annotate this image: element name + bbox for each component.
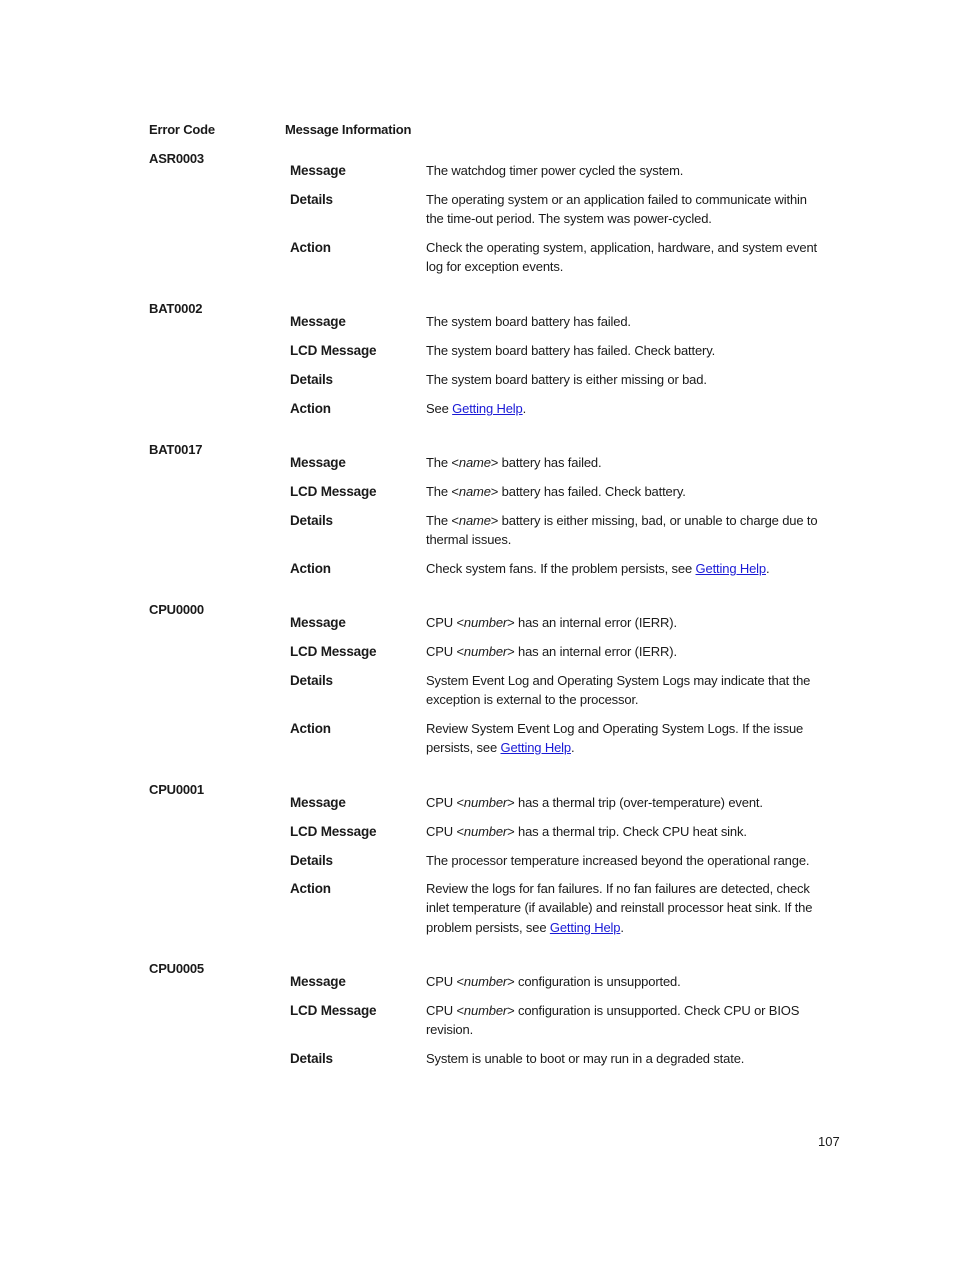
row-value: System Event Log and Operating System Logs may indicate that the bbox=[426, 673, 811, 688]
error-code-cpu0001: CPU0001 bbox=[149, 782, 204, 797]
row-value: problem persists, see Getting Help. bbox=[426, 920, 624, 935]
row-label: Action bbox=[290, 401, 331, 416]
row-label: Message bbox=[290, 314, 346, 329]
row-value: The <name> battery has failed. Check battery. bbox=[426, 484, 686, 499]
row-value: revision. bbox=[426, 1022, 474, 1037]
getting-help-link[interactable]: Getting Help bbox=[549, 920, 621, 935]
row-value: CPU <number> configuration is unsupported. bbox=[426, 974, 681, 989]
row-label: Message bbox=[290, 615, 346, 630]
row-value: The system board battery has failed. bbox=[426, 314, 631, 329]
error-code-bat0002: BAT0002 bbox=[149, 301, 203, 316]
row-label: Message bbox=[290, 795, 346, 810]
column-header-message-information: Message Information bbox=[285, 122, 412, 137]
row-label: Message bbox=[290, 455, 346, 470]
row-value: Review System Event Log and Operating System Logs. If the issue bbox=[426, 721, 804, 736]
row-value: Review the logs for fan failures. If no fan failures are detected, check bbox=[426, 881, 810, 896]
row-label: Action bbox=[290, 240, 331, 255]
row-value: See Getting Help. bbox=[426, 401, 527, 416]
row-value: The operating system or an application failed to communicate within bbox=[426, 192, 807, 207]
row-label: Action bbox=[290, 721, 331, 736]
row-value: log for exception events. bbox=[426, 259, 564, 274]
row-label: LCD Message bbox=[290, 824, 377, 839]
row-value: CPU <number> configuration is unsupported. Check CPU or BIOS bbox=[426, 1003, 800, 1018]
row-label: Details bbox=[290, 853, 333, 868]
row-value: Check system fans. If the problem persists, see Getting Help. bbox=[426, 561, 770, 576]
page-number: 107 bbox=[818, 1134, 840, 1149]
row-label: Details bbox=[290, 372, 333, 387]
error-code-bat0017: BAT0017 bbox=[149, 442, 203, 457]
row-label: Details bbox=[290, 513, 333, 528]
getting-help-link[interactable]: Getting Help bbox=[500, 740, 571, 755]
row-value: the time-out period. The system was power-cycled. bbox=[426, 211, 712, 226]
row-label: Details bbox=[290, 192, 333, 207]
row-label: Details bbox=[290, 1051, 333, 1066]
row-value: inlet temperature (if available) and reinstall processor heat sink. If the bbox=[426, 900, 813, 915]
row-label: LCD Message bbox=[290, 484, 377, 499]
row-value: The processor temperature increased beyond the operational range. bbox=[426, 853, 810, 868]
row-value: CPU <number> has an internal error (IERR). bbox=[426, 644, 677, 659]
error-code-asr0003: ASR0003 bbox=[149, 151, 204, 166]
row-value: The <name> battery is either missing, bad, or unable to charge due to bbox=[426, 513, 818, 528]
error-code-cpu0005: CPU0005 bbox=[149, 961, 204, 976]
row-label: LCD Message bbox=[290, 1003, 377, 1018]
row-label: Message bbox=[290, 163, 346, 178]
row-value: The system board battery has failed. Check battery. bbox=[426, 343, 716, 358]
row-value: The watchdog timer power cycled the system. bbox=[426, 163, 684, 178]
row-label: LCD Message bbox=[290, 644, 377, 659]
row-value: System is unable to boot or may run in a degraded state. bbox=[426, 1051, 745, 1066]
row-label: Action bbox=[290, 561, 331, 576]
row-label: Message bbox=[290, 974, 346, 989]
row-value: CPU <number> has an internal error (IERR). bbox=[426, 615, 677, 630]
row-label: Action bbox=[290, 881, 331, 896]
getting-help-link[interactable]: Getting Help bbox=[695, 561, 766, 576]
row-value: persists, see Getting Help. bbox=[426, 740, 575, 755]
getting-help-link[interactable]: Getting Help bbox=[452, 401, 523, 416]
row-label: LCD Message bbox=[290, 343, 377, 358]
row-value: exception is external to the processor. bbox=[426, 692, 639, 707]
row-value: The <name> battery has failed. bbox=[426, 455, 602, 470]
row-value: thermal issues. bbox=[426, 532, 512, 547]
row-value: CPU <number> has a thermal trip (over-temperature) event. bbox=[426, 795, 763, 810]
row-value: CPU <number> has a thermal trip. Check CPU heat sink. bbox=[426, 824, 747, 839]
column-header-error-code: Error Code bbox=[149, 122, 215, 137]
error-code-cpu0000: CPU0000 bbox=[149, 602, 204, 617]
row-value: Check the operating system, application, hardware, and system event bbox=[426, 240, 817, 255]
row-value: The system board battery is either missing or bad. bbox=[426, 372, 707, 387]
row-label: Details bbox=[290, 673, 333, 688]
